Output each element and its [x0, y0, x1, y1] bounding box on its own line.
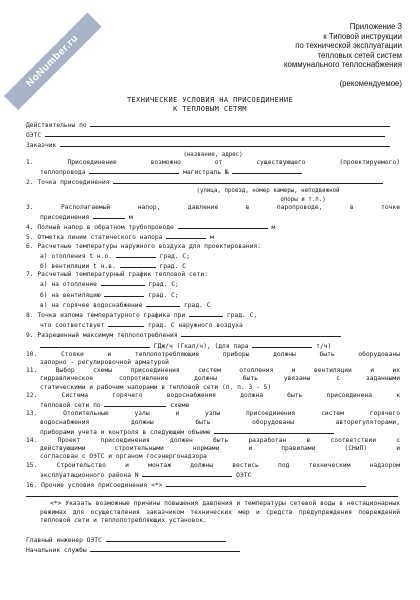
header-line: тепловых сетей систем: [317, 50, 402, 60]
watermark: NoNumber.ru: [4, 13, 102, 111]
district-number-field[interactable]: [142, 470, 232, 477]
service-head-row: Начальник службы: [26, 545, 400, 555]
item-12: 12. Система горячего водоснабжения должна быть присоединена к: [26, 391, 400, 399]
item-6a: а) отопления t н.о. град. С;: [40, 252, 190, 260]
valid-until-field[interactable]: [90, 120, 390, 127]
item-15-cont: эксплуатационного района N ОЭТС: [40, 471, 252, 479]
heating-graph-field[interactable]: [101, 279, 145, 286]
item-14-cont: согласован с ОЭТС и органом госэнергонадзора: [40, 453, 207, 461]
item-7a: а) на отопление град. С;: [40, 281, 179, 289]
item-9-cont: ГДж/ч (Гкал/ч), (для пара т/ч): [26, 341, 400, 351]
pipeline-field[interactable]: [89, 167, 179, 174]
item-2-hint: опоры и т.п.): [280, 196, 326, 203]
item-9: 9. Разрешенный максимум теплопотребления: [26, 330, 400, 340]
header-line: к Типовой инструкции: [323, 31, 402, 41]
outdoor-temp-field[interactable]: [108, 320, 144, 327]
item-16: 16. Прочие условия присоединения <*>: [26, 480, 400, 490]
break-point-field[interactable]: [189, 310, 223, 317]
header-line: по технической эксплуатации: [295, 41, 402, 51]
item-2: 2. Точка присоединения: [26, 177, 400, 187]
item-11-cont: статическими и рабочим напорами в тепловой сети (п. п. 3 - 5): [40, 383, 272, 391]
item-13-cont: водоснабжения должны быть оборудованы авторегуляторами,: [40, 418, 400, 426]
other-conditions-field[interactable]: [166, 480, 366, 487]
scheme-field[interactable]: [104, 400, 166, 407]
form-body: [26, 120, 400, 555]
title-line: ТЕХНИЧЕСКИЕ УСЛОВИЯ НА ПРИСОЕДИНЕНИЕ: [126, 96, 294, 104]
item-14-cont: действующими строительными нормами и правилами (СНиП) и: [40, 445, 400, 453]
item-11-cont: гидравлическое сопротивление должны быть увязаны с заданными: [40, 375, 400, 383]
header-line: коммунального теплоснабжения: [284, 60, 402, 70]
item-11: 11. Выбор схемы присоединения систем отопления и вентиляции и их: [26, 367, 400, 375]
item-8: 8. Точка излома температурного графика при град. С,: [26, 312, 258, 320]
item-10: 10. Стояки и теплопотребляющие приборы должны быть оборудованы: [26, 350, 400, 358]
chief-engineer-signature[interactable]: [106, 535, 226, 542]
item-13-cont: приборами учета и контроля в следующем объеме: [26, 427, 400, 437]
title-line: К ТЕПЛОВЫМ СЕТЯМ: [173, 104, 247, 113]
connection-point-field[interactable]: [113, 177, 383, 184]
header-appendix: Приложение 3: [349, 22, 402, 31]
other-conditions-field-2[interactable]: [26, 490, 398, 497]
main-number-field[interactable]: [232, 167, 302, 174]
item-4: 4. Полный напор в обратном трубопроводе м: [26, 224, 276, 232]
item-7: 7. Расчетный температурный график тепловой сети:: [26, 271, 208, 279]
item-14: 14. Проект присоединения должен быть разработан в соответствии с: [26, 436, 400, 444]
customer-row: Заказчик: [26, 140, 400, 150]
chief-engineer-row: Главный инженер ОЭТС: [26, 535, 400, 545]
item-10-cont: запорно - регулировочной арматурой: [40, 359, 169, 367]
header-recommended: (рекомендуемое): [339, 78, 402, 88]
item-2-hint: (улица, проезд, номер камеры, неподвижной: [196, 188, 340, 195]
ventilation-temp-field[interactable]: [120, 261, 156, 268]
item-3-cont: присоединения м: [40, 214, 133, 222]
ventilation-graph-field[interactable]: [104, 290, 144, 297]
oets-field[interactable]: [45, 130, 385, 137]
valid-until-row: Действительны по: [26, 120, 400, 130]
head-field[interactable]: [93, 212, 125, 219]
item-8-cont: что соответствует град. С наружного воздуха: [40, 322, 243, 330]
footnote: <*> Указать возможные причины повышения давления и температуры сетевой воды в нестационарных режимах для осуществления заказчиком технических мер и средств предупреждения повреждений тепловой сети и теплопотребляющих установок.: [40, 500, 400, 524]
service-head-signature[interactable]: [90, 545, 240, 552]
metering-scope-field[interactable]: [214, 427, 334, 434]
item-3: 3. Располагаемый напор, давление в паропроводе, в точке: [26, 203, 400, 211]
customer-field[interactable]: [60, 140, 390, 147]
static-head-field[interactable]: [166, 232, 206, 239]
hot-water-graph-field[interactable]: [146, 300, 180, 307]
item-1-cont: теплопровода магистраль №: [26, 167, 400, 177]
return-head-field[interactable]: [178, 222, 268, 229]
item-5: 5. Отметка линии статического напора м: [26, 234, 214, 242]
item-13: 13. Отопительные узлы и узлы присоединения систем горячего: [26, 410, 400, 418]
heating-temp-field[interactable]: [116, 251, 156, 258]
item-7b: б) на вентиляцию град. С;: [40, 291, 179, 299]
item-6b: б) вентиляции t н.в. град. С: [40, 263, 186, 271]
oets-row: ОЭТС: [26, 130, 400, 140]
item-16-cont: [26, 490, 400, 500]
item-7c: в) на горячее водоснабжение град. С: [40, 301, 211, 309]
item-1: 1. Присоединение возможно от существующего (проектируемого): [26, 158, 400, 166]
item-12-cont: тепловой сети по схеме: [40, 402, 190, 410]
steam-field[interactable]: [252, 341, 312, 348]
item-6: 6. Расчетные температуры наружного воздуха для проектирования:: [26, 242, 262, 250]
max-heat-value-field[interactable]: [40, 341, 150, 348]
document-title: [0, 96, 420, 113]
max-heat-field[interactable]: [181, 330, 341, 337]
item-15: 15. Строительство и монтаж должны вестись под техническим надзором: [26, 461, 400, 469]
name-address-hint: (название, адрес): [183, 151, 243, 158]
document-header: [182, 22, 402, 89]
